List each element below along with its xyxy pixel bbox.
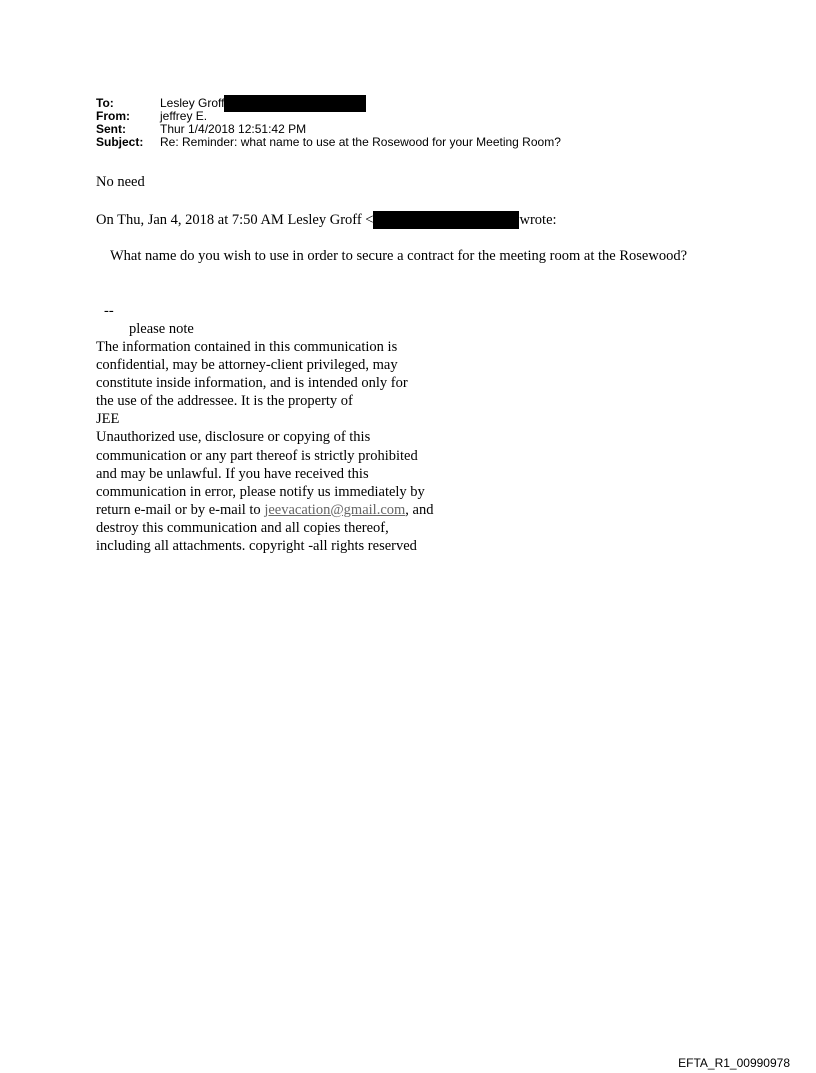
document-id: EFTA_R1_00990978 bbox=[678, 1056, 790, 1070]
disclaimer-line: communication or any part thereof is strictly prohibited bbox=[96, 447, 418, 464]
disclaimer-line: The information contained in this communication is bbox=[96, 339, 398, 355]
disclaimer-link-line bbox=[96, 501, 433, 519]
disclaimer bbox=[96, 338, 433, 555]
reply-text: No need bbox=[96, 174, 145, 190]
quoted-message: What name do you wish to use in order to secure a contract for the meeting room at the Rosewood? bbox=[110, 248, 688, 264]
disclaimer-line: constitute inside information, and is intended only for bbox=[96, 375, 408, 392]
sent-label: Sent: bbox=[96, 122, 126, 136]
disclaimer-line: confidential, may be attorney-client privileged, may bbox=[96, 357, 398, 374]
from-label: From: bbox=[96, 109, 130, 123]
to-value: Lesley Groff bbox=[160, 96, 225, 110]
disclaimer-line: and may be unlawful. If you have received this bbox=[96, 465, 369, 482]
from-value: jeffrey E. bbox=[160, 109, 208, 123]
signature-dash: -- bbox=[104, 303, 114, 319]
signature-note: please note bbox=[129, 321, 194, 337]
disclaimer-line: destroy this communication and all copies thereof, bbox=[96, 519, 389, 536]
disclaimer-line: communication in error, please notify us immediately by bbox=[96, 483, 425, 500]
disclaimer-line: Unauthorized use, disclosure or copying of this bbox=[96, 429, 371, 446]
quote-intro-suffix: wrote: bbox=[519, 212, 557, 228]
subject-value: Re: Reminder: what name to use at the Rosewood for your Meeting Room? bbox=[160, 135, 561, 149]
subject-label: Subject: bbox=[96, 135, 144, 149]
email-link[interactable]: jeevacation@gmail.com bbox=[264, 501, 406, 518]
quote-intro bbox=[96, 211, 557, 229]
redaction-box bbox=[373, 211, 519, 229]
email-header bbox=[96, 97, 561, 149]
link-line-suffix: , and bbox=[405, 501, 434, 518]
disclaimer-line: the use of the addressee. It is the property of bbox=[96, 393, 353, 410]
sent-value: Thur 1/4/2018 12:51:42 PM bbox=[160, 122, 307, 136]
subject-row bbox=[96, 136, 561, 149]
link-line-prefix: return e-mail or by e-mail to bbox=[96, 501, 265, 518]
to-label: To: bbox=[96, 96, 114, 110]
redaction-box bbox=[224, 95, 366, 112]
disclaimer-line: including all attachments. copyright -all rights reserved bbox=[96, 538, 417, 555]
quote-intro-prefix: On Thu, Jan 4, 2018 at 7:50 AM Lesley Groff < bbox=[96, 212, 374, 228]
disclaimer-line: JEE bbox=[96, 411, 120, 428]
